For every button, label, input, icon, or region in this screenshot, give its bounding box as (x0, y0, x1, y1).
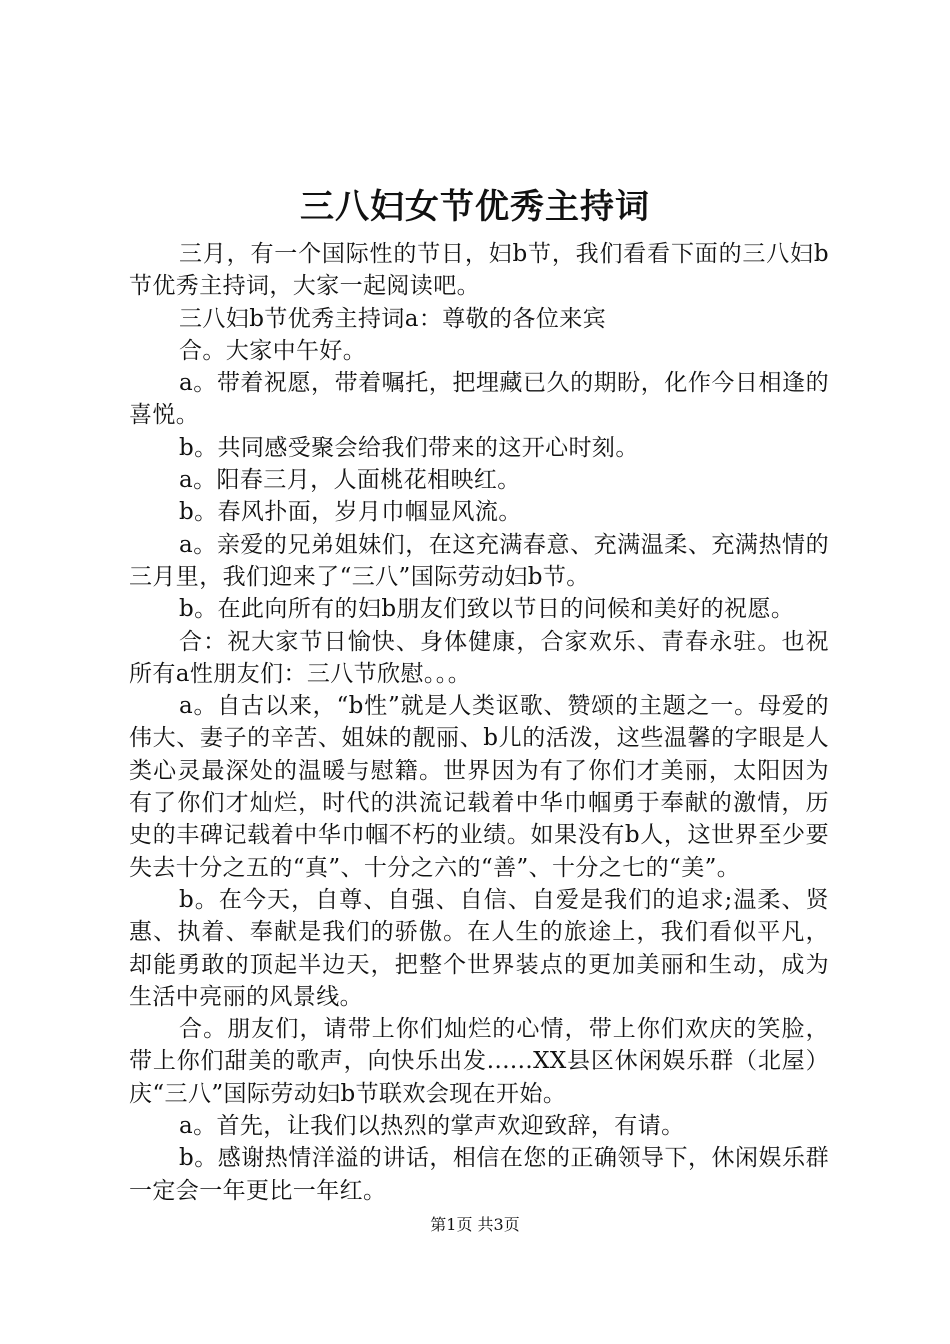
paragraph: a。自古以来，“b性”就是人类讴歌、赞颂的主题之一。母爱的伟大、妻子的辛苦、姐妹的靓丽、b儿的活泼，这些温馨的字眼是人类心灵最深处的温暖与慰籍。世界因为有了你们才美丽，太阳因为有了你们才灿烂，时代的洪流记载着中华巾帼勇于奉献的激情，历史的丰碑记载着中华巾帼不朽的业绩。如果没有b人，这世界至少要失去十分之五的“真”、十分之六的“善”、十分之七的“美”。 (129, 693, 829, 881)
paragraph: b。共同感受聚会给我们带来的这开心时刻。 (179, 434, 639, 461)
paragraph: b。在今天，自尊、自强、自信、自爱是我们的追求;温柔、贤惠、执着、奉献是我们的骄傲。在人生的旅途上，我们看似平凡，却能勇敢的顶起半边天，把整个世界装点的更加美丽和生动，成为生活中亮丽的风景线。 (129, 886, 829, 1010)
paragraph: 合。朋友们，请带上你们灿烂的心情，带上你们欢庆的笑脸，带上你们甜美的歌声，向快乐出发......XX县区休闲娱乐群（北屋）庆“三八”国际劳动妇b节联欢会现在开始。 (129, 1016, 829, 1107)
document-body (129, 238, 829, 1207)
paragraph: 三八妇b节优秀主持词a：尊敬的各位来宾 (179, 305, 607, 332)
paragraph: a。带着祝愿，带着嘱托，把埋藏已久的期盼，化作今日相逢的喜悦。 (129, 370, 829, 429)
paragraph: 三月，有一个国际性的节日，妇b节，我们看看下面的三八妇b节优秀主持词，大家一起阅读吧。 (129, 241, 829, 300)
paragraph: 合：祝大家节日愉快、身体健康，合家欢乐、青春永驻。也祝所有a性朋友们：三八节欣慰。。。 (129, 628, 829, 687)
paragraph: b。感谢热情洋溢的讲话，相信在您的正确领导下，休闲娱乐群一定会一年更比一年红。 (129, 1145, 829, 1204)
paragraph: b。春风扑面，岁月巾帼显风流。 (179, 499, 522, 526)
paragraph: 合。大家中午好。 (179, 337, 367, 364)
paragraph: b。在此向所有的妇b朋友们致以节日的问候和美好的祝愿。 (179, 596, 795, 623)
page-indicator: 第1页 共3页 (430, 1215, 520, 1234)
paragraph: a。亲爱的兄弟姐妹们，在这充满春意、充满温柔、充满热情的三月里，我们迎来了“三八”国际劳动妇b节。 (129, 531, 829, 590)
page-title: 三八妇女节优秀主持词 (300, 187, 650, 227)
paragraph: a。阳春三月，人面桃花相映红。 (179, 467, 521, 494)
paragraph: a。首先，让我们以热烈的掌声欢迎致辞，有请。 (179, 1113, 685, 1140)
